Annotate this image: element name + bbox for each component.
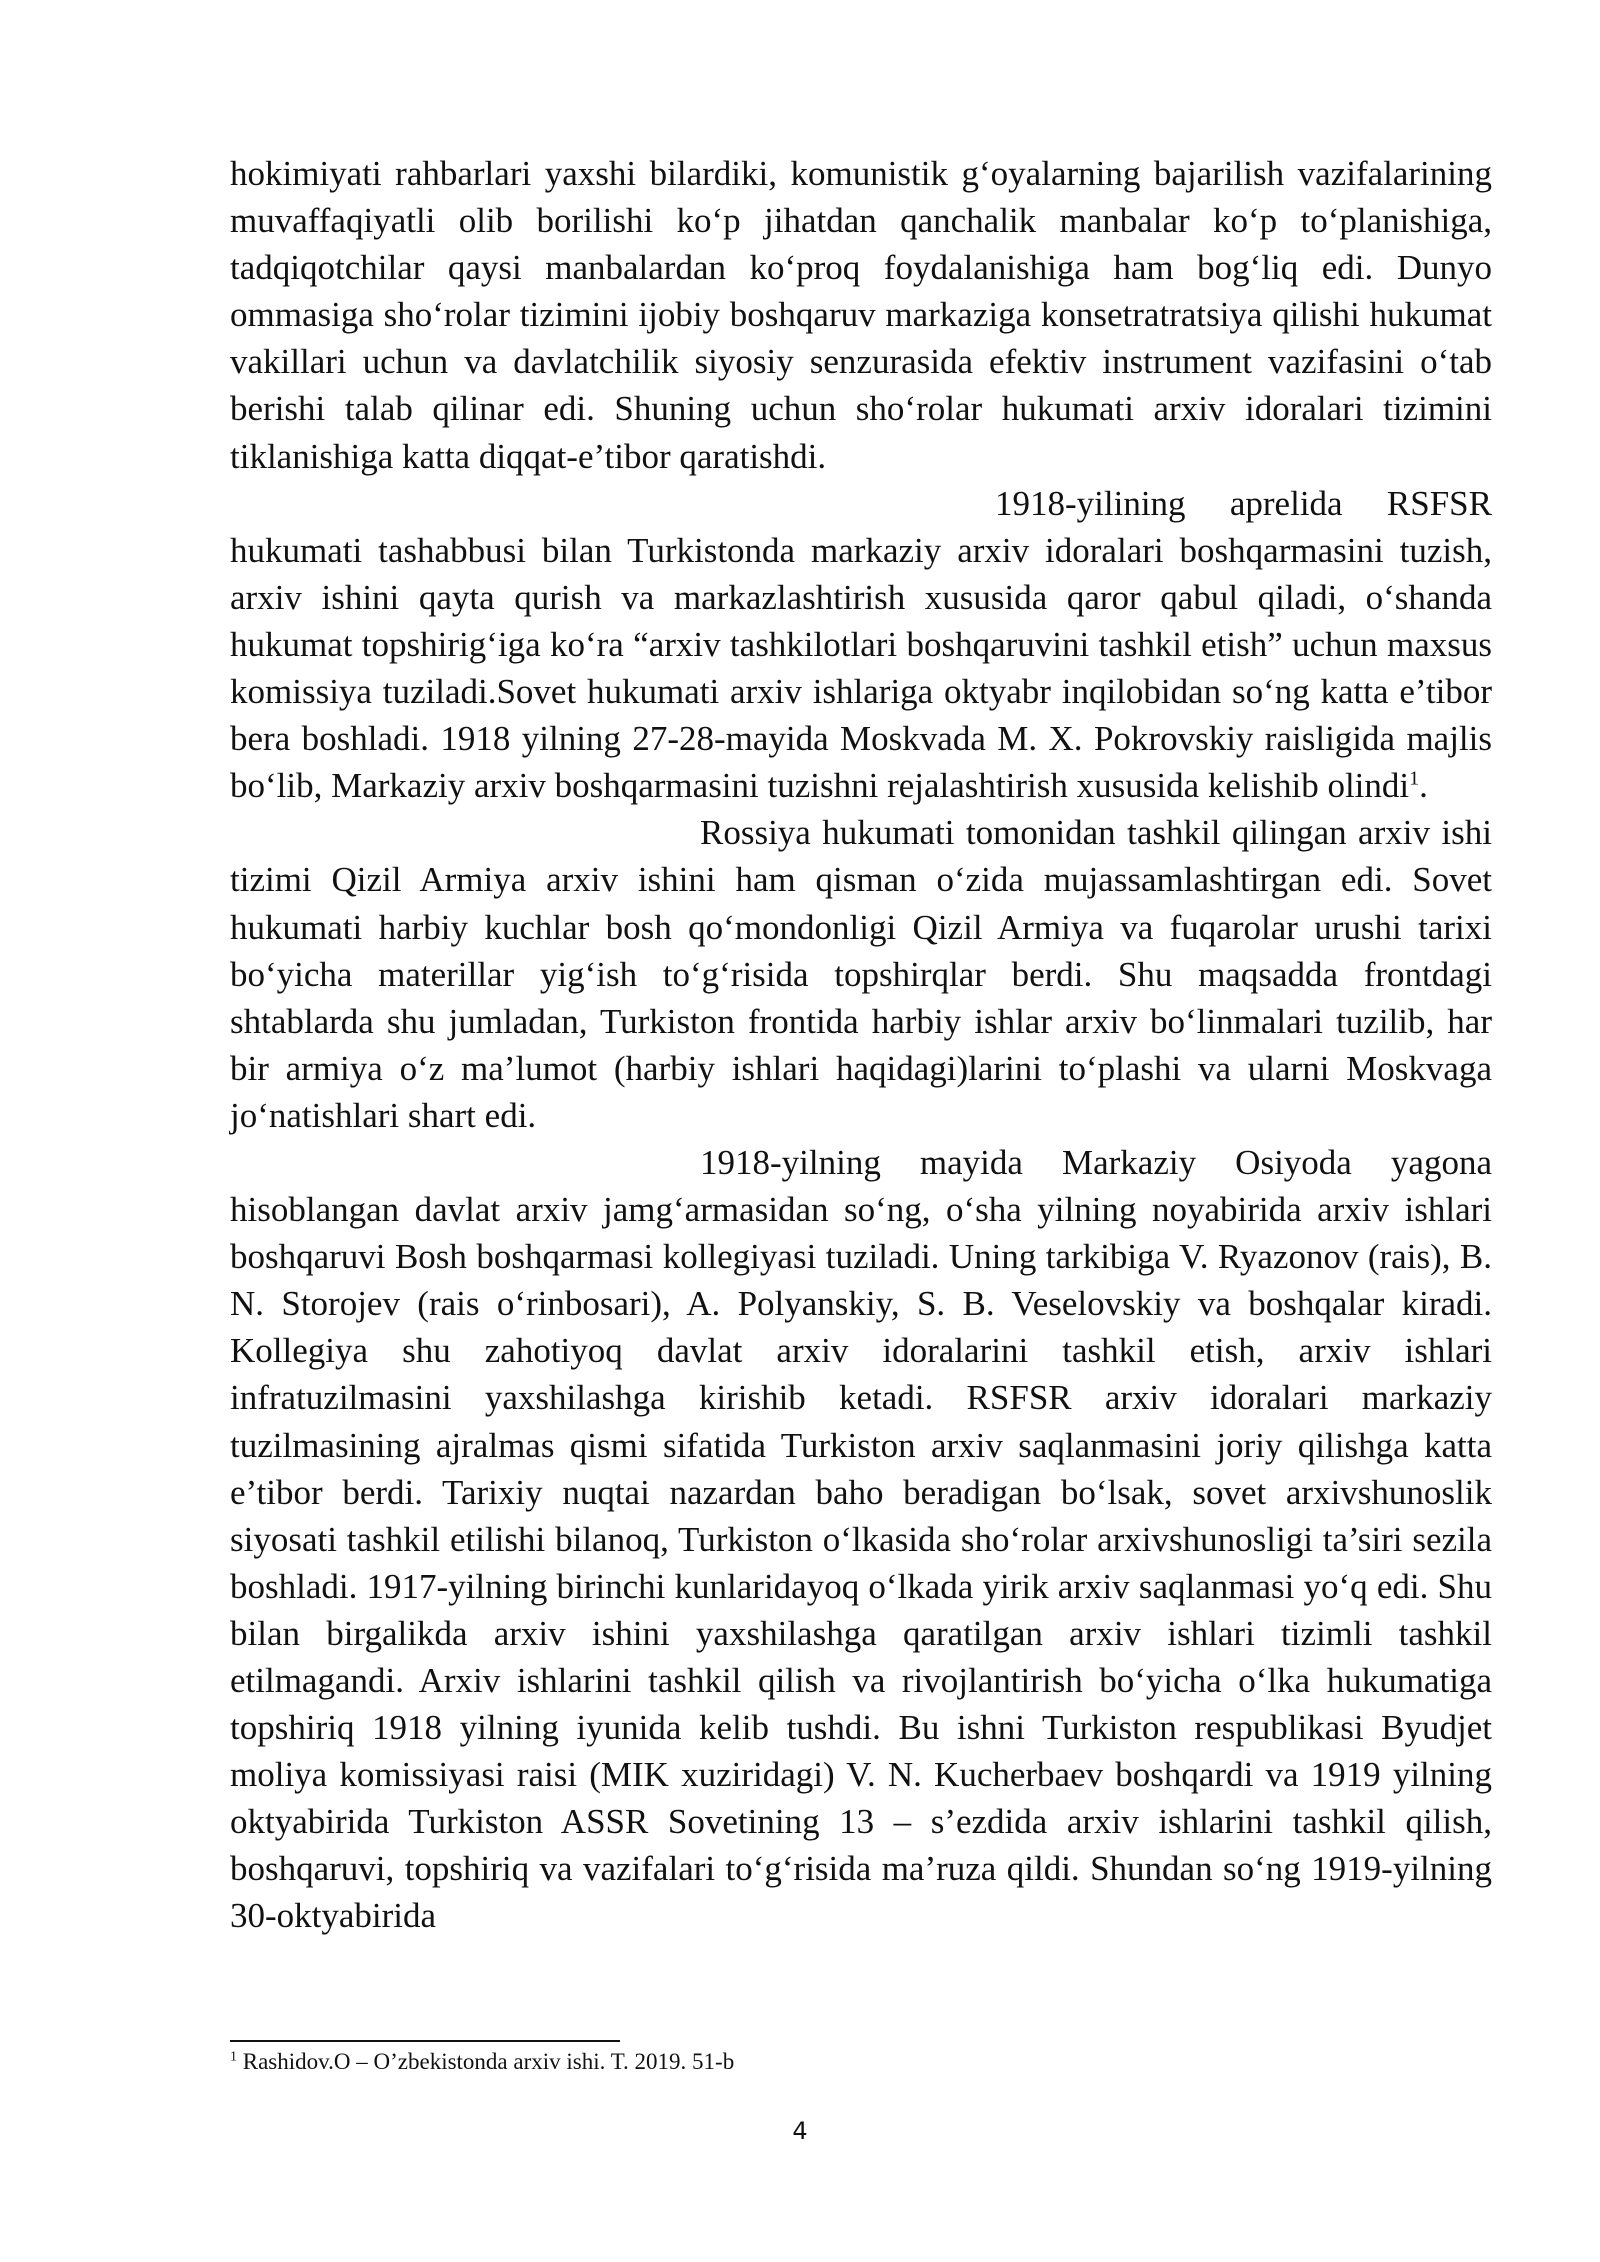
footnote-reference[interactable]: 1 [1409, 767, 1420, 790]
footnote-number: 1 [230, 2049, 237, 2065]
paragraph-1-text: hokimiyati rahbarlari yaxshi bilardiki, komunistik g‘oyalarning bajarilish vazifalarining muvaffaqiyatli olib borilishi ko‘p jihatdan qanchalik manbalar ko‘p to‘planishiga, tadqiqotchilar qaysi manbalardan ko‘proq foydalanishiga ham bog‘liq edi. Dunyo ommasiga sho‘rolar tizimini ijobiy boshqaruv markaziga konsetratratsiya qilishi hukumat vakillari uchun va davlatchilik siyosiy senzurasida efektiv instrument vazifasini o‘tab berishi talab qilinar edi. Shuning uchun sho‘rolar hukumati arxiv idoralari tizimini tiklanishiga katta diqqat-e’tibor qaratishdi. [230, 154, 1492, 476]
paragraph-2-tail: . [1419, 766, 1428, 806]
body-text [230, 150, 1492, 1940]
paragraph-3-text: Rossiya hukumati tomonidan tashkil qilingan arxiv ishi tizimi Qizil Armiya arxiv ishini ham qisman o‘zida mujassamlashtirgan edi. Sovet hukumati harbiy kuchlar bosh qo‘mondonligi Qizil Armiya va fuqarolar urushi tarixi bo‘yicha materillar yig‘ish to‘g‘risida topshirqlar berdi. Shu maqsadda frontdagi shtablarda shu jumladan, Turkiston frontida harbiy ishlar arxiv bo‘linmalari tuzilib, har bir armiya o‘z ma’lumot (harbiy ishlari haqidagi)larini to‘plashi va ularni Moskvaga jo‘natishlari shart edi. [230, 813, 1492, 1135]
footnote-text: Rashidov.O – O’zbekistonda arxiv ishi. T. 2019. 51-b [242, 2049, 735, 2074]
paragraph-4-text: 1918-yilning mayida Markaziy Osiyoda yagona hisoblangan davlat arxiv jamg‘armasidan so‘ng, o‘sha yilning noyabirida arxiv ishlari boshqaruvi Bosh boshqarmasi kollegiyasi tuziladi. Uning tarkibiga V. Ryazonov (rais), B. N. Storojev (rais o‘rinbosari), A. Polyanskiy, S. B. Veselovskiy va boshqalar kiradi. Kollegiya shu zahotiyoq davlat arxiv idoralarini tashkil etish, arxiv ishlari infratuzilmasini yaxshilashga kirishib ketadi. RSFSR arxiv idoralari markaziy tuzilmasining ajralmas qismi sifatida Turkiston arxiv saqlanmasini joriy qilishga katta e’tibor berdi. Tarixiy nuqtai nazardan baho beradigan bo‘lsak, sovet arxivshunoslik siyosati tashkil etilishi bilanoq, Turkiston o‘lkasida sho‘rolar arxivshunosligi ta’siri sezila boshladi. 1917-yilning birinchi kunlaridayoq o‘lkada yirik arxiv saqlanmasi yo‘q edi. Shu bilan birgalikda arxiv ishini yaxshilashga qaratilgan arxiv ishlari tizimli tashkil etilmagandi. Arxiv ishlarini tashkil qilish va rivojlantirish bo‘yicha o‘lka hukumatiga topshiriq 1918 yilning iyunida kelib tushdi. Bu ishni Turkiston respublikasi Byudjet moliya komissiyasi raisi (MIK xuziridagi) V. N. Kucherbaev boshqardi va 1919 yilning oktyabirida Turkiston ASSR Sovetining 13 – s’ezdida arxiv ishlarini tashkil qilish, boshqaruvi, topshiriq va vazifalari to‘g‘risida ma’ruza qildi. Shundan so‘ng 1919-yilning 30-oktyabirida [230, 1142, 1492, 1936]
paragraph-2 [230, 480, 1492, 810]
paragraph-2-text: 1918-yilining aprelida RSFSR hukumati tashabbusi bilan Turkistonda markaziy arxiv idoralari boshqarmasini tuzish, arxiv ishini qayta qurish va markazlashtirish xususida qaror qabul qiladi, o‘shanda hukumat topshirig‘iga ko‘ra “arxiv tashkilotlari boshqaruvini tashkil etish” uchun maxsus komissiya tuziladi.Sovet hukumati arxiv ishlariga oktyabr inqilobidan so‘ng katta e’tibor bera boshladi. 1918 yilning 27-28-mayida Moskvada M. X. Pokrovskiy raisligida majlis bo‘lib, Markaziy arxiv boshqarmasini tuzishni rejalashtirish xususida kelishib olindi [230, 483, 1492, 806]
paragraph-3 [230, 809, 1492, 1139]
footnote-separator [230, 2040, 620, 2042]
footnote [230, 2047, 734, 2077]
page-number: 4 [792, 2117, 808, 2145]
paragraph-4 [230, 1139, 1492, 1940]
paragraph-1 [230, 150, 1492, 480]
